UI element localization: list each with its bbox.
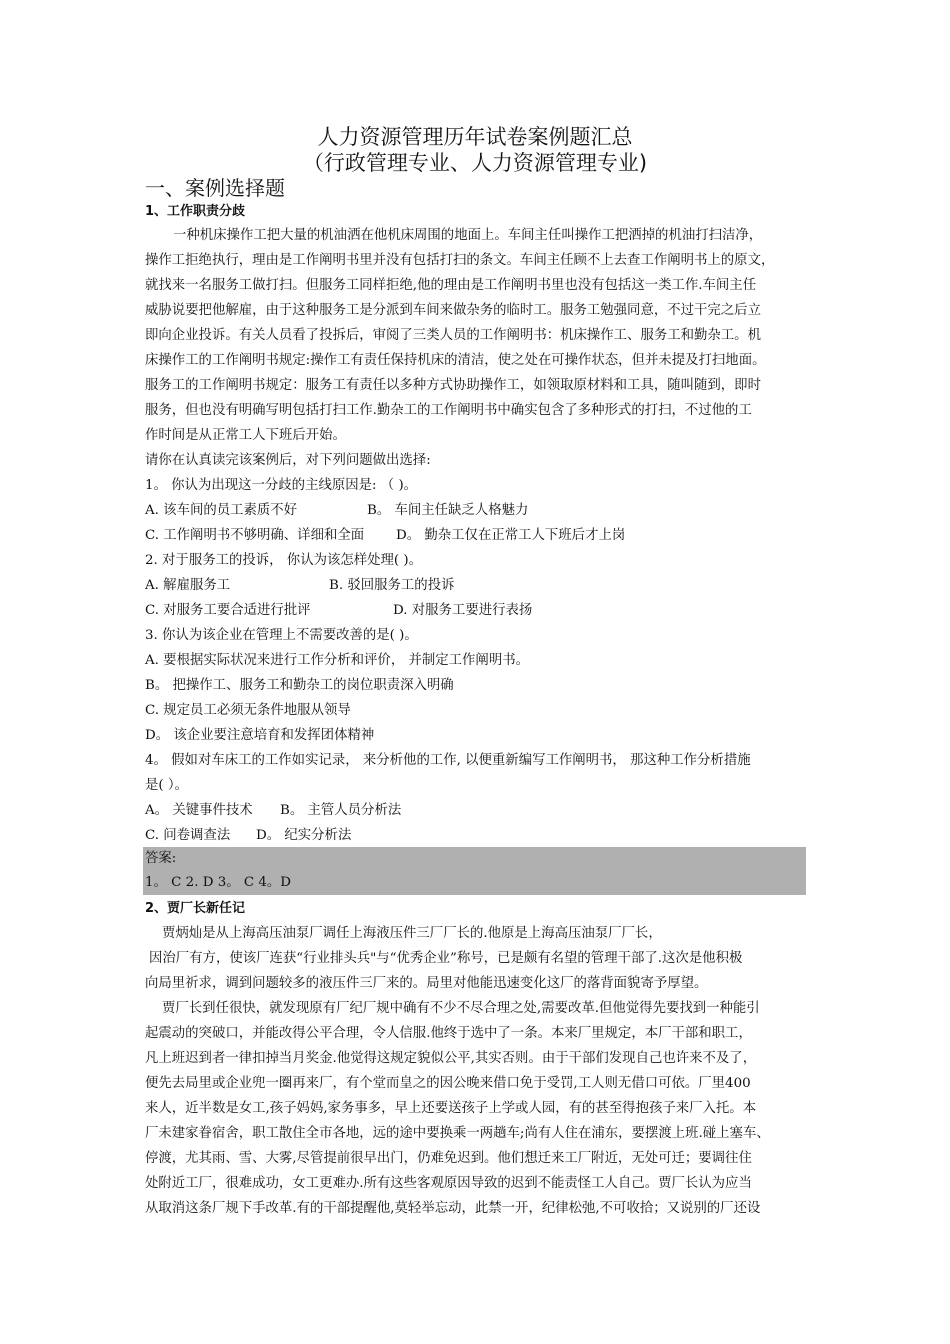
question-2: 2. 对于服务工的投诉， 你认为该怎样处理( )。 <box>145 553 423 568</box>
option-4c: C. 问卷调查法 <box>145 828 231 843</box>
option-1a: A. 该车间的员工素质不好 <box>145 503 298 518</box>
paragraph-line: 即向企业投诉。有关人员看了投拆后，审阅了三类人员的工作阐明书：机床操作工、服务工和勤杂工。机 <box>145 328 761 343</box>
paragraph-line: 便先去局里或企业兜一圈再来厂，有个堂而皇之的因公晚来借口免于受罚,工人则无借口可依。厂里400 <box>145 1076 751 1091</box>
paragraph-line: 起震动的突破口，并能改得公平合理，令人信服.他终于选中了一条。本来厂里规定，本厂干部和职工， <box>145 1026 752 1041</box>
option-1b: B。 车间主任缺乏人格魅力 <box>367 503 529 518</box>
question-prompt: 请你在认真读完该案例后，对下列问题做出选择: <box>145 453 431 468</box>
option-3c: C. 规定员工必须无条件地服从领导 <box>145 703 351 718</box>
paragraph-line: 处附近工厂，很难成功，女工更难办.所有这些客观原因导致的迟到不能责怪工人自己。贾厂长认为应当 <box>145 1176 752 1191</box>
paragraph-line: 作时间是从正常工人下班后开始。 <box>145 428 346 443</box>
answer-label: 答案: <box>145 851 177 866</box>
option-3b: B。 把操作工、服务工和勤杂工的岗位职责深入明确 <box>145 678 454 693</box>
paragraph-line: 一种机床操作工把大量的机油洒在他机床周围的地面上。车间主任叫操作工把洒掉的机油打扫洁净， <box>173 228 763 243</box>
paragraph-line: 服务，但也没有明确写明包括打扫工作.勤杂工的工作阐明书中确实包含了多种形式的打扫，不过他的工 <box>145 403 752 418</box>
answer-box <box>143 847 806 895</box>
document-subtitle: （行政管理专业、人力资源管理专业) <box>302 151 648 175</box>
option-3a: A. 要根据实际状况来进行工作分析和评价， 并制定工作阐明书。 <box>145 653 529 668</box>
paragraph-line: 操作工拒绝执行，理由是工作阐明书里并没有包括打扫的条文。车间主任顾不上去查工作阐明书上的原文， <box>145 253 775 268</box>
option-2a: A. 解雇服务工 <box>145 578 231 593</box>
paragraph-line: 凡上班迟到者一律扣掉当月奖金.他觉得这规定貌似公平,其实否则。由于干部们发现自己也许来不及了， <box>145 1051 757 1066</box>
case-heading-1: 1、工作职责分歧 <box>145 204 246 219</box>
option-2c: C. 对服务工要合适进行批评 <box>145 603 311 618</box>
paragraph-line: 停渡，尤其雨、雪、大雾,尽管提前很早出门，仍难免迟到。他们想迁来工厂附近，无处可迁；要调往住 <box>145 1151 752 1166</box>
option-2d: D. 对服务工要进行表扬 <box>393 603 533 618</box>
option-1c: C. 工作阐明书不够明确、详细和全面 <box>145 528 365 543</box>
question-1: 1。 你认为出现这一分歧的主线原因是: （ )。 <box>145 478 418 493</box>
paragraph-line: 就找来一名服务工做打扫。但服务工同样拒绝,他的理由是工作阐明书里也没有包括这一类工作.车间主任 <box>145 278 757 293</box>
answer-text: 1。 C 2. D 3。 C 4。D <box>145 875 292 890</box>
option-1d: D。 勤杂工仅在正常工人下班后才上岗 <box>396 528 626 543</box>
paragraph-line: 厂未建家眷宿舍，职工散住全市各地，远的途中要换乘一两趟车;尚有人住在浦东，要摆渡上班.碰上塞车、 <box>145 1126 770 1141</box>
option-4b: B。 主管人员分析法 <box>280 803 402 818</box>
option-4d: D。 纪实分析法 <box>256 828 352 843</box>
option-4a: A。 关键事件技术 <box>145 803 253 818</box>
document-title: 人力资源管理历年试卷案例题汇总 <box>317 125 633 149</box>
option-2b: B. 驳回服务工的投诉 <box>329 578 455 593</box>
paragraph-line: 威胁说要把他解雇，由于这种服务工是分派到车间来做杂务的临时工。服务工勉强同意，不过干完之后立 <box>145 303 761 318</box>
paragraph-line: 向局里祈求，调到问题较多的液压件三厂来的。局里对他能迅速变化这厂的落背面貌寄予厚望。 <box>145 976 708 991</box>
paragraph-line: 贾厂长到任很快，就发现原有厂纪厂规中确有不少不尽合理之处,需要改革.但他觉得先要找到一种能引 <box>162 1001 760 1016</box>
question-3: 3. 你认为该企业在管理上不需要改善的是( )。 <box>145 628 418 643</box>
paragraph-line: 床操作工的工作阐明书规定:操作工有责任保持机床的清洁，使之处在可操作状态，但并未提及打扫地面。 <box>145 353 766 368</box>
case-heading-2: 2、贾厂长新任记 <box>145 901 246 916</box>
paragraph-line: 因治厂有方，使该厂连获“行业排头兵"与“优秀企业”称号，已是颇有名望的管理干部了.这次是他积极 <box>149 951 743 966</box>
question-4-cont: 是( ）。 <box>145 778 188 793</box>
paragraph-line: 来人，近半数是女工,孩子妈妈,家务事多，早上还要送孩子上学或人园，有的甚至得抱孩子来厂入托。本 <box>145 1101 757 1116</box>
paragraph-line: 贾炳灿是从上海高压油泵厂调任上海液压件三厂厂长的.他原是上海高压油泵厂厂长， <box>162 926 662 941</box>
paragraph-line: 从取消这条厂规下手改革.有的干部提醒他,莫轻举忘动，此禁一开，纪律松弛,不可收拾；又说别的厂还设 <box>145 1201 761 1216</box>
option-3d: D。 该企业要注意培育和发挥团体精神 <box>145 728 375 743</box>
paragraph-line: 服务工的工作阐明书规定：服务工有责任以多种方式协助操作工，如领取原材料和工具，随叫随到，即时 <box>145 378 761 393</box>
section-heading: 一、案例选择题 <box>145 176 285 200</box>
question-4: 4。 假如对车床工的工作如实记录， 来分析他的工作, 以便重新编写工作阐明书， 那这种工作分析措施 <box>145 753 751 768</box>
